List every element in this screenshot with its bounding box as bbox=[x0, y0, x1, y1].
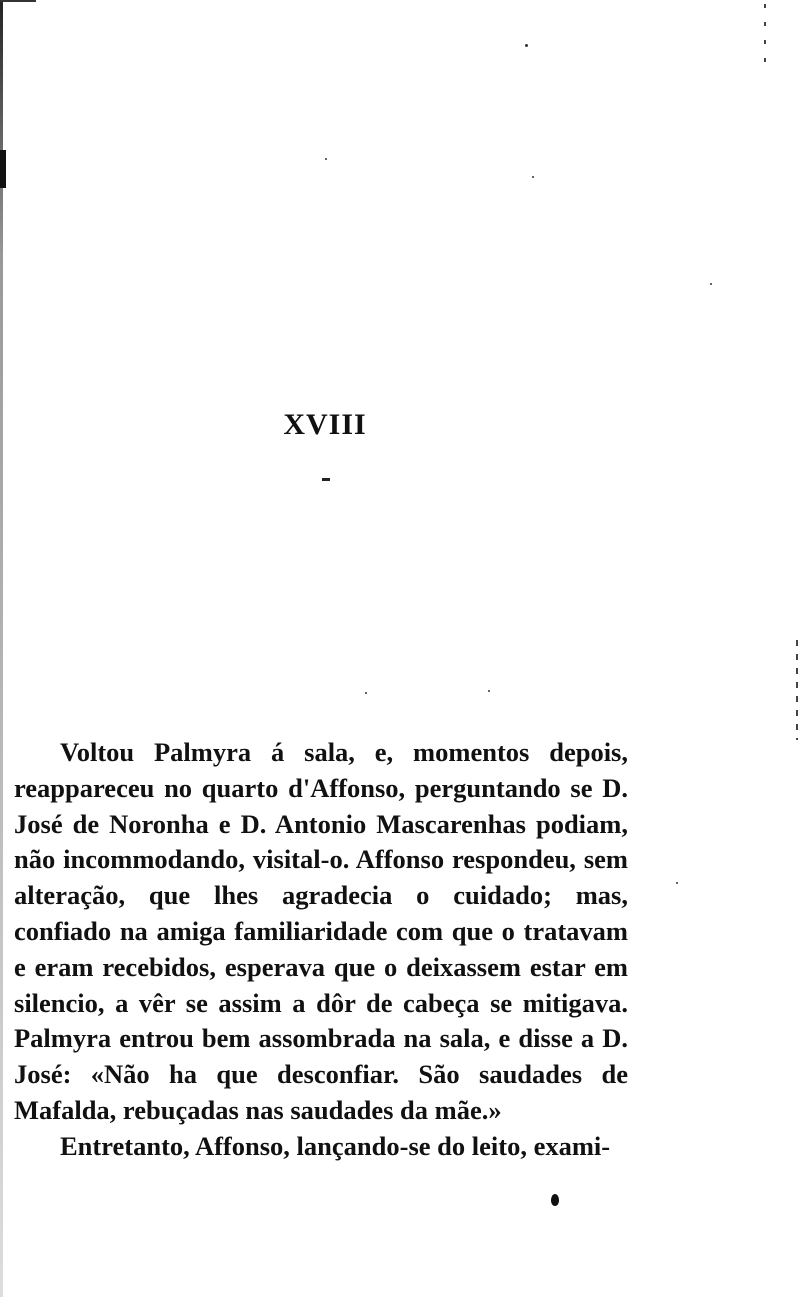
scan-speck bbox=[525, 44, 528, 47]
page-ornament bbox=[551, 1194, 559, 1206]
scan-speck bbox=[325, 158, 327, 160]
scan-artifact bbox=[796, 640, 798, 740]
scan-speck bbox=[710, 283, 712, 285]
page-edge-top bbox=[0, 0, 36, 2]
page-edge-left bbox=[0, 0, 3, 1297]
chapter-body bbox=[14, 735, 628, 1165]
scan-speck bbox=[676, 882, 678, 884]
scan-speck bbox=[365, 692, 367, 694]
paragraph: Entretanto, Affonso, lançando-se do leito, exami- bbox=[60, 1130, 611, 1161]
paragraph: Voltou Palmyra á sala, e, momentos depois, reappareceu no quarto d'Affonso, perguntando se D. José de Noronha e D. Antonio Mascarenhas podiam, não incommodando, visital-o. Affonso respondeu, sem alteração, que lhes agradecia o cuidado; mas, confiado na amiga familiaridade com que o tratavam e eram recebidos, esperava que o deixassem estar em silencio, a vêr se assim a dôr de cabeça se mitigava. Palmyra entrou bem assombrada na sala, e disse a D. José: «Não ha que desconfiar. São saudades de Mafalda, rebuçadas nas saudades da mãe.» bbox=[14, 737, 628, 1125]
scan-speck bbox=[488, 690, 490, 692]
scan-speck bbox=[532, 176, 534, 178]
scan-artifact bbox=[0, 150, 6, 188]
chapter-heading: XVIII bbox=[283, 408, 367, 441]
scan-artifact bbox=[764, 4, 766, 74]
heading-ornament bbox=[322, 478, 330, 481]
